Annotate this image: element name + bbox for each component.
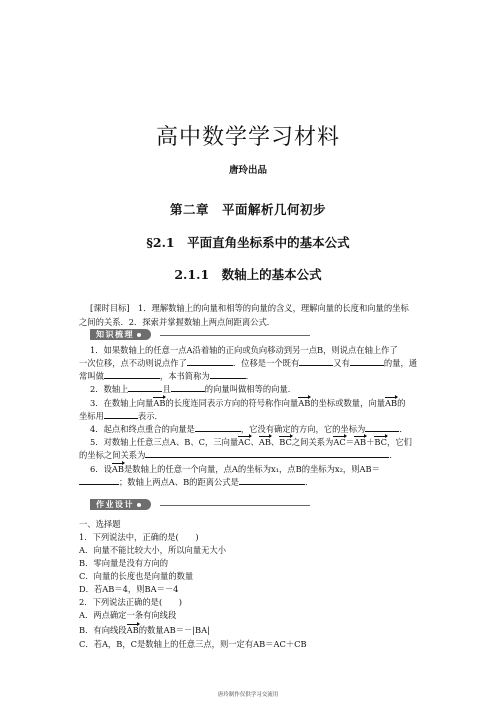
knowledge-item-3-line-1 [90, 397, 405, 409]
knowledge-item-1-line-1: 1．如果数轴上的任意一点A沿着轴的正向或负向移动到另一点B，则说点在轴上作了 [90, 345, 398, 355]
vector-ab: AB [354, 437, 367, 447]
text-span: 之间关系为 [291, 437, 334, 447]
knowledge-item-5-line-1 [90, 436, 412, 448]
text-span: ，它们 [387, 437, 412, 447]
text-span: ． [245, 371, 255, 381]
fill-blank[interactable] [187, 357, 233, 366]
chapter-heading: 第二章 平面解析几何初步 [169, 202, 326, 217]
bullet-icon [137, 333, 141, 337]
text-span: 常叫做 [79, 371, 104, 381]
knowledge-item-2 [90, 383, 296, 395]
question-2-option-a: A．两点确定一条有向线段 [79, 610, 177, 620]
fill-blank[interactable] [195, 423, 241, 432]
fill-blank[interactable] [350, 357, 384, 366]
objectives-line-2: 之间的关系．2．探索并掌握数轴上两点间距离公式． [79, 317, 276, 327]
question-1-option-d: D．若AB＝4，则BA＝－4 [79, 584, 179, 594]
fill-blank[interactable] [145, 449, 389, 458]
fill-blank[interactable] [104, 370, 160, 379]
text-span: 坐标用 [79, 411, 104, 421]
text-span: 4．起点和终点重合的向量是 [90, 424, 195, 434]
knowledge-item-1-line-3 [79, 370, 254, 382]
question-2-option-c: C．若A，B，C是数轴上的任意三点，则一定有AB＝AC＋CB [79, 639, 307, 649]
text-span: ．位移是一个既有 [232, 358, 300, 368]
homework-banner-label: 作业设计 [96, 499, 134, 509]
part-heading: 一、选择题 [79, 519, 121, 529]
question-2-option-b [79, 624, 210, 636]
objectives-line-1: [课时目标] 1．理解数轴上的向量和相等的向量的含义，理解向量的长度和向量的坐标 [90, 303, 409, 313]
text-span: 的向量叫做相等的向量． [204, 384, 297, 394]
vector-ab: AB [126, 625, 139, 635]
footer-note: 唐玲制作仅供学习交流用 [217, 692, 279, 698]
text-span: B．有向线段 [79, 625, 127, 635]
text-span: 又有 [333, 358, 350, 368]
text-span: 5．对数轴上任意三点A、B、C，三向量 [90, 437, 239, 447]
text-span: 且 [162, 384, 171, 394]
fill-blank[interactable] [239, 476, 305, 485]
knowledge-banner [90, 329, 151, 340]
vector-ab: AB [153, 398, 166, 408]
text-span: 的坐标之间关系为 [79, 450, 146, 460]
text-span: ． [304, 477, 314, 487]
text-span: 3．在数轴上向量 [90, 398, 154, 408]
knowledge-banner-label: 知识梳理 [96, 329, 134, 339]
fill-blank[interactable] [210, 370, 246, 379]
text-span: ＋ [366, 437, 375, 447]
question-1-option-b: B．零向量是没有方向的 [79, 558, 169, 568]
text-span: ；数轴上两点A、B的距离公式是 [119, 477, 239, 487]
text-span: ． [389, 450, 398, 460]
text-span: 的 [397, 398, 406, 408]
subsection-heading: 2.1.1 数轴上的基本公式 [174, 267, 322, 282]
text-span: 的量，通 [383, 358, 418, 368]
publisher-label: 唐玲出品 [228, 165, 267, 176]
question-2: 2．下列说法正确的是( ) [79, 597, 183, 607]
knowledge-item-5-line-2 [79, 449, 398, 461]
vector-bc: BC [279, 437, 292, 447]
knowledge-item-6-line-1 [90, 463, 380, 475]
text-span: 是数轴上的任意一个向量，点A的坐标为x₁，点B的坐标为x₂，则AB＝ [123, 464, 380, 474]
document-title: 高中数学学习材料 [155, 125, 340, 150]
banner-rule [160, 505, 310, 506]
vector-ac: AC [333, 437, 346, 447]
bullet-icon [137, 503, 141, 507]
text-span: 、 [270, 437, 280, 447]
fill-blank[interactable] [128, 383, 162, 392]
question-1-option-a: A．向量不能比较大小，所以向量无大小 [79, 545, 227, 555]
fill-blank[interactable] [171, 383, 205, 392]
text-span: 表示． [137, 411, 163, 421]
knowledge-item-3-line-2 [79, 410, 163, 422]
fill-blank[interactable] [104, 410, 138, 419]
fill-blank[interactable] [79, 476, 119, 485]
text-span: 6．设 [90, 464, 112, 474]
vector-ab: AB [385, 398, 398, 408]
fill-blank[interactable] [365, 423, 399, 432]
text-span: 的长度连同表示方向的符号称作向量 [165, 398, 299, 408]
question-1: 1．下列说法中，正确的是( ) [79, 532, 199, 542]
text-span: 的坐标或数量，向量 [310, 398, 385, 408]
text-span: ＝ [345, 437, 354, 447]
text-span: 一次位移，点不动则说点作了 [79, 358, 187, 368]
vector-bc: BC [374, 437, 388, 447]
knowledge-item-1-line-2 [79, 357, 417, 369]
knowledge-item-6-line-2 [79, 476, 313, 488]
text-span: ． [399, 424, 408, 434]
text-span: ，它没有确定的方向，它的坐标为 [240, 424, 366, 434]
question-1-option-c: C．向量的长度也是向量的数量 [79, 571, 194, 581]
banner-rule [160, 335, 310, 336]
text-span: ，本书简称为 [159, 371, 210, 381]
vector-ab: AB [111, 464, 124, 474]
fill-blank[interactable] [299, 357, 333, 366]
text-span: 的数量AB＝－|BA| [138, 625, 210, 635]
text-span: 、 [250, 437, 259, 447]
vector-ab: AB [298, 398, 311, 408]
vector-ac: AC [238, 437, 251, 447]
text-span: 2．数轴上 [90, 384, 129, 394]
homework-banner [90, 499, 151, 510]
vector-ab: AB [258, 437, 271, 447]
section-heading: §2.1 平面直角坐标系中的基本公式 [146, 235, 350, 250]
